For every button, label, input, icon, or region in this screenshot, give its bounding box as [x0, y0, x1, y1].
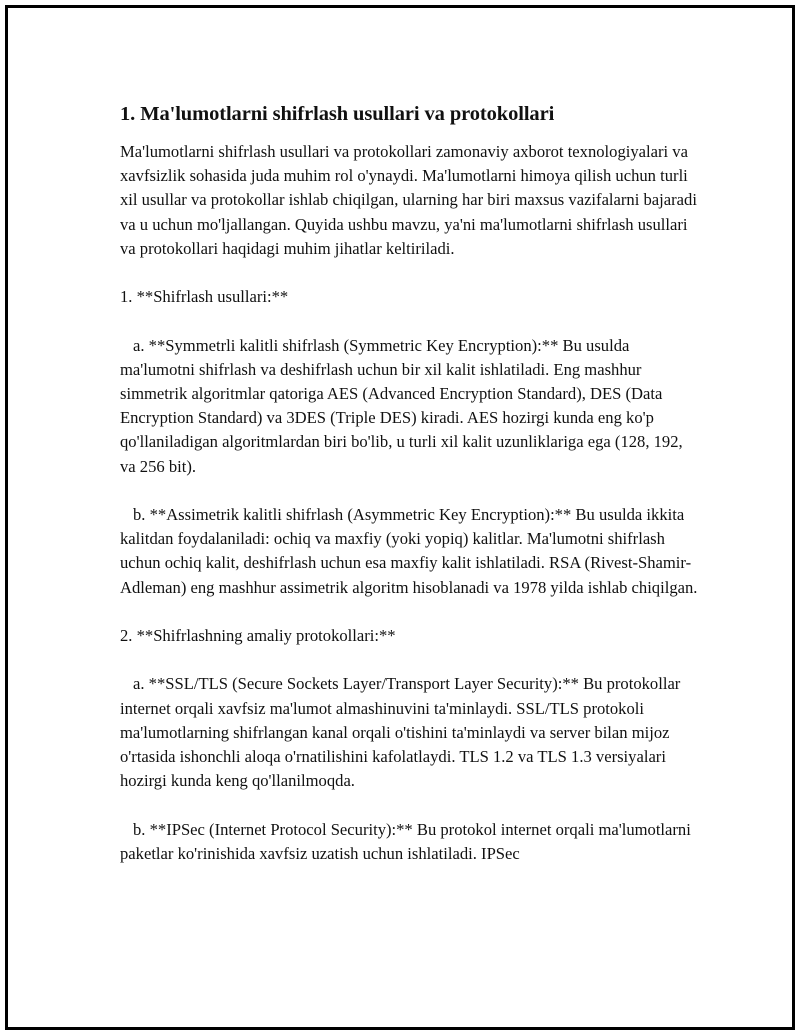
document-heading: 1. Ma'lumotlarni shifrlash usullari va protokollari — [120, 103, 555, 125]
section-2-item-a: a. **SSL/TLS (Secure Sockets Layer/Transport Layer Security):** Bu protokollar internet orqali xavfsiz ma'lumot almashinuvini ta'minlaydi. SSL/TLS protokoli ma'lumotlarning shifrlangan kanal orqali o'tishini ta'minlaydi va server bilan mijoz o'rtasida ishonchli aloqa o'rnatilishini kafolatlaydi. TLS 1.2 va TLS 1.3 versiyalari hozirgi kunda keng qo'llanilmoqda. — [120, 674, 681, 791]
paragraph-spacer — [120, 309, 700, 333]
section-1-title: 1. **Shifrlash usullari:** — [120, 287, 289, 307]
page-frame — [5, 5, 795, 1030]
section-1-item-a: a. **Symmetrli kalitli shifrlash (Symmetric Key Encryption):** Bu usulda ma'lumotni shifrlash va deshifrlash uchun bir xil kalit ishlatiladi. Eng mashhur simmetrik algoritmlar qatoriga AES (Advanced Encryption Standard), DES (Data Encryption Standard) va 3DES (Triple DES) kiradi. AES hozirgi kunda eng ko'p qo'llaniladigan algoritmlardan biri bo'lib, u turli xil kalit uzunliklariga ega (128, 192, va 256 bit). — [120, 335, 683, 476]
paragraph-spacer — [120, 793, 700, 817]
paragraph-spacer — [120, 261, 700, 285]
intro-paragraph: Ma'lumotlarni shifrlash usullari va protokollari zamonaviy axborot texnologiyalari va xavfsizlik sohasida juda muhim rol o'ynaydi. Ma'lumotlarni himoya qilish uchun turli xil usullar va protokollar ishlab chiqilgan, ularning har biri maxsus vazifalarni bajaradi va u uchun mo'ljallangan. Quyida ushbu mavzu, ya'ni ma'lumotlarni shifrlash usullari va protokollari haqidagi muhim jihatlar keltiriladi. — [120, 142, 697, 258]
section-1-item-b: b. **Assimetrik kalitli shifrlash (Asymmetric Key Encryption):** Bu usulda ikkita kalitdan foydalaniladi: ochiq va maxfiy (yoki yopiq) kalitlar. Ma'lumotni shifrlash uchun ochiq kalit, deshifrlash uchun esa maxfiy kalit ishlatiladi. RSA (Rivest-Shamir-Adleman) eng mashhur assimetrik algoritm hisoblanadi va 1978 yilda ishlab chiqilgan. — [120, 505, 698, 597]
section-2-title: 2. **Shifrlashning amaliy protokollari:** — [120, 626, 396, 645]
paragraph-spacer — [120, 648, 700, 672]
paragraph-spacer — [120, 600, 700, 624]
paragraph-spacer — [120, 479, 700, 503]
document-body — [120, 100, 700, 866]
section-2-item-b: b. **IPSec (Internet Protocol Security):** Bu protokol internet orqali ma'lumotlarni paketlar ko'rinishida xavfsiz uzatish uchun ishlatiladi. IPSec — [120, 819, 691, 863]
